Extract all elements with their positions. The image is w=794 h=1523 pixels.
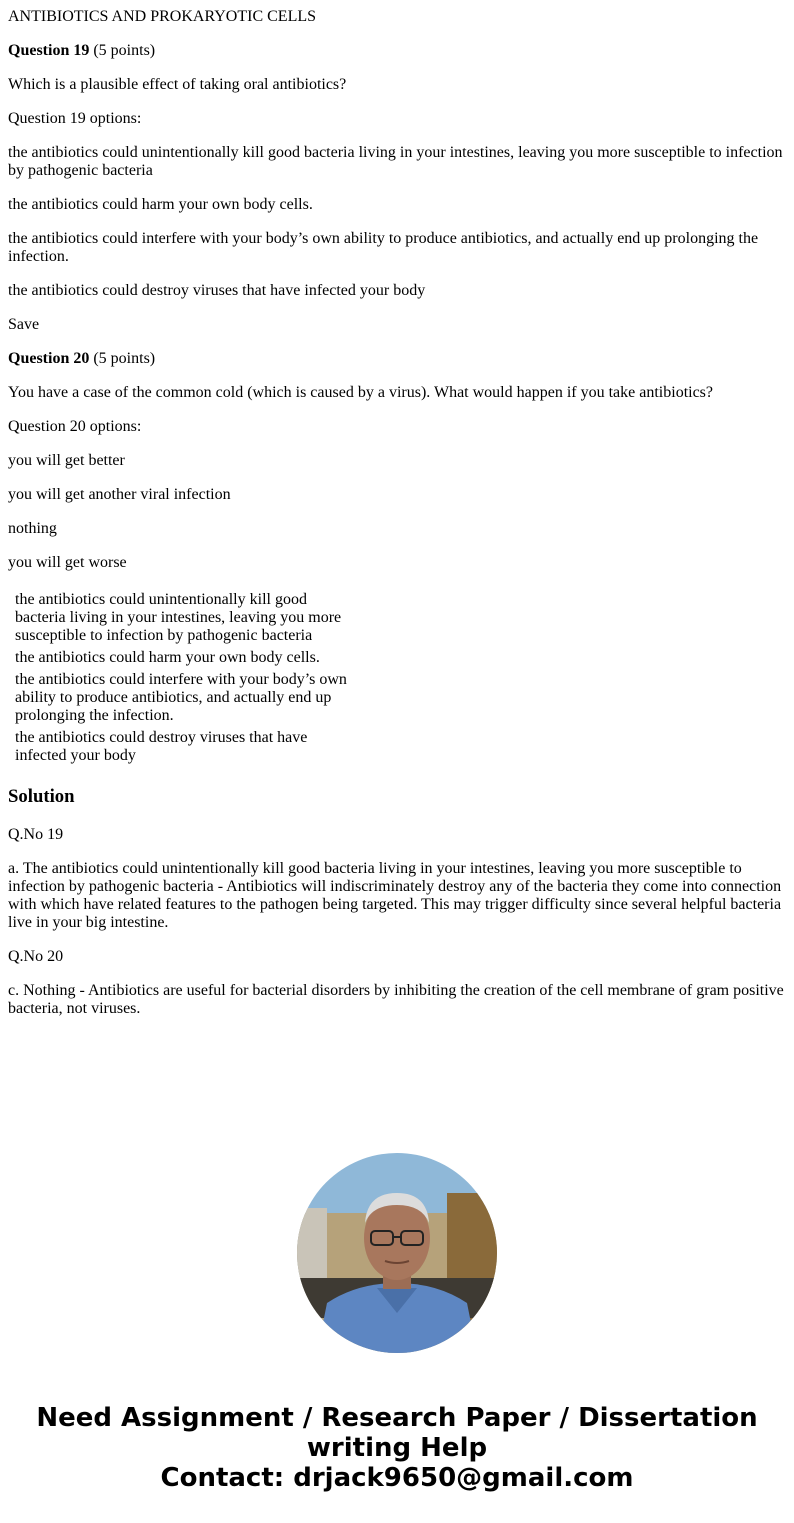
question-20-label: Question 20 <box>8 350 90 367</box>
question-20-option-c[interactable]: nothing <box>8 520 57 537</box>
question-20-option-d[interactable]: you will get worse <box>8 554 127 571</box>
solution-q19-answer: a. The antibiotics could unintentionally kill good bacteria living in your intestines, leaving you more susceptible to infection by pathogenic bacteria - Antibiotics will indiscriminately destroy any of the bacteria they come into connection with which have related features to the pathogen being targeted. This may trigger difficulty since several helpful bacteria live in your big intestine. <box>8 860 782 931</box>
question-19-option-d[interactable]: the antibiotics could destroy viruses that have infected your body <box>8 282 426 299</box>
cta-line-1: Need Assignment / Research Paper / Dissertation <box>36 1403 758 1433</box>
solution-q20-answer: c. Nothing - Antibiotics are useful for bacterial disorders by inhibiting the creation of the cell membrane of gram positive bacteria, not viruses. <box>8 982 784 1017</box>
question-19-option-a[interactable]: the antibiotics could unintentionally kill good bacteria living in your intestines, leaving you more susceptible to infection by pathogenic bacteria <box>8 144 783 179</box>
cta-line-2: writing Help <box>306 1433 488 1463</box>
question-19-option-b[interactable]: the antibiotics could harm your own body cells. <box>8 196 313 213</box>
table-row <box>10 648 360 668</box>
document-body <box>8 8 786 1034</box>
contact-banner <box>0 1403 794 1493</box>
table-row <box>10 590 360 646</box>
table-row <box>10 728 360 766</box>
avatar <box>297 1153 497 1353</box>
question-20-option-a[interactable]: you will get better <box>8 452 125 469</box>
question-20-prompt: You have a case of the common cold (which is caused by a virus). What would happen if you take antibiotics? <box>8 384 714 401</box>
question-20-header <box>8 350 786 368</box>
author-portrait <box>297 1153 497 1353</box>
table-cell: the antibiotics could destroy viruses that have infected your body <box>15 729 308 764</box>
cta-contact[interactable]: Contact: drjack9650@gmail.com <box>160 1463 634 1493</box>
table-cell: the antibiotics could harm your own body cells. <box>15 649 320 666</box>
question-19-header <box>8 42 786 60</box>
table-cell: the antibiotics could unintentionally kill good bacteria living in your intestines, leaving you more susceptible to infection by pathogenic bacteria <box>15 591 342 644</box>
question-19-prompt: Which is a plausible effect of taking oral antibiotics? <box>8 76 347 93</box>
options-table <box>8 588 362 768</box>
table-row <box>10 670 360 726</box>
solution-heading: Solution <box>8 786 75 807</box>
save-button[interactable]: Save <box>8 316 40 333</box>
question-20-points: (5 points) <box>89 350 156 367</box>
question-19-points: (5 points) <box>89 42 156 59</box>
solution-q19-label: Q.No 19 <box>8 826 64 843</box>
page-title: ANTIBIOTICS AND PROKARYOTIC CELLS <box>8 8 317 25</box>
question-19-options-label: Question 19 options: <box>8 110 142 127</box>
question-20-options-label: Question 20 options: <box>8 418 142 435</box>
question-20-option-b[interactable]: you will get another viral infection <box>8 486 231 503</box>
table-cell: the antibiotics could interfere with your body’s own ability to produce antibiotics, and actually end up prolonging the infection. <box>15 671 347 724</box>
question-19-option-c[interactable]: the antibiotics could interfere with your body’s own ability to produce antibiotics, and actually end up prolonging the infection. <box>8 230 759 265</box>
question-19-label: Question 19 <box>8 42 90 59</box>
solution-q20-label: Q.No 20 <box>8 948 64 965</box>
